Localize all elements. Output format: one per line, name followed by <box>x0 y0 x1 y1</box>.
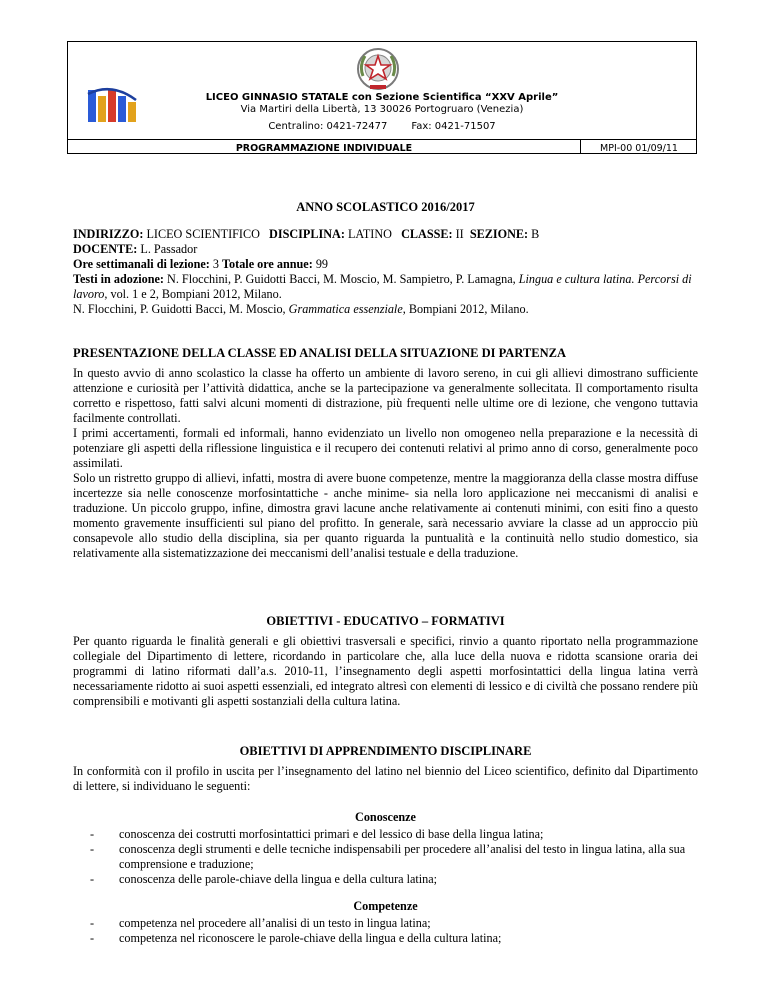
list-item: - conoscenza delle parole-chiave della lingua e della cultura latina; <box>73 872 698 887</box>
school-address: Via Martiri della Libertà, 13 30026 Portogruaro (Venezia) <box>240 104 524 115</box>
obiettivi-educativi-heading: OBIETTIVI - EDUCATIVO – FORMATIVI <box>266 614 505 628</box>
list-item: - conoscenza degli strumenti e delle tecniche indispensabili per procedere all’analisi del testo in lingua latina, alla sua comprensione e traduzione; <box>73 842 698 872</box>
testi-1-details: , vol. 1 e 2, Bompiani 2012, Milano. <box>104 287 282 301</box>
header-divider <box>68 139 696 140</box>
document-code: MPI-00 01/09/11 <box>600 143 678 154</box>
docente-label: DOCENTE: <box>73 242 138 256</box>
testi-2-authors: N. Flocchini, P. Guidotti Bacci, M. Moscio, <box>73 302 289 316</box>
course-info <box>73 227 698 317</box>
docente-value: L. Passador <box>137 242 198 256</box>
phone-number: Centralino: 0421-72477 <box>268 121 388 132</box>
list-item: - competenza nel procedere all’analisi di un testo in lingua latina; <box>73 916 698 931</box>
obiettivi-educativi-paragraph: Per quanto riguarda le finalità generali e gli obiettivi trasversali e specifici, rinvio a quanto riportato nella programmazione collegiale del Dipartimento di lettere, ricordando in particolare che, alla luce della nuova e ridotta scansione oraria dei programmi di latino riformati dall’a.s. 2010-11, l’insegnamento degli aspetti morfosintattici della lingua latina verrà necessariamente ridotto ai suoi aspetti essenziali, ed integrato altresì con elementi di lessico e di civiltà che possano rendere più comprensibili e motivanti gli aspetti sostanziali della cultura latina. <box>73 634 698 708</box>
obiettivi-apprendimento-intro: In conformità con il profilo in uscita per l’insegnamento del latino nel biennio del Liceo scientifico, definito dal Dipartimento di lettere, si individuano le seguenti: <box>73 764 698 793</box>
classe-value: II <box>452 227 470 241</box>
testi-2-details: , Bompiani 2012, Milano. <box>402 302 529 316</box>
contact-line <box>68 121 696 132</box>
list-item: - competenza nel riconoscere le parole-chiave della lingua e della cultura latina; <box>73 931 698 946</box>
testi-line-1 <box>73 272 698 302</box>
testi-label: Testi in adozione: <box>73 272 164 286</box>
presentazione-paragraph-3: Solo un ristretto gruppo di allievi, infatti, mostra di avere buone competenze, mentre la maggioranza della classe mostra diffuse incertezze sia nelle conoscenze morfosintattiche - anche minime- sia nella loro applicazione nei meccanismi di analisi e traduzione. Un piccolo gruppo, infine, dimostra gravi lacune anche relativamente ai contenuti minimi, con esiti fino a questo momento gravemente insufficienti sul piano del profitto. In generale, sarà necessario avviare la classe ad un approccio più consapevole allo studio della disciplina, sia per quanto riguarda la puntualità e la continuità nello studio domestico, sia relativamente alla sistematizzazione dei meccanismi dell’analisi testuale e della traduzione. <box>73 471 698 560</box>
course-line <box>73 227 698 242</box>
list-item: - conoscenza dei costrutti morfosintattici primari e del lessico di base della lingua latina; <box>73 827 698 842</box>
competenze-list <box>73 916 698 946</box>
indirizzo-value: LICEO SCIENTIFICO <box>143 227 270 241</box>
school-name: LICEO GINNASIO STATALE con Sezione Scientifica “XXV Aprile” <box>205 92 559 103</box>
disciplina-label: DISCIPLINA: <box>269 227 345 241</box>
italian-republic-emblem-icon <box>355 46 401 92</box>
school-year-title: ANNO SCOLASTICO 2016/2017 <box>296 200 475 214</box>
indirizzo-label: INDIRIZZO: <box>73 227 144 241</box>
testi-line-2 <box>73 302 698 317</box>
conoscenze-title: Conoscenze <box>355 810 416 824</box>
ore-annue-value: 99 <box>312 257 329 271</box>
document-type: PROGRAMMAZIONE INDIVIDUALE <box>235 143 413 154</box>
ore-line <box>73 257 698 272</box>
competenze-title: Competenze <box>353 899 418 913</box>
testi-1-authors: N. Flocchini, P. Guidotti Bacci, M. Moscio, M. Sampietro, P. Lamagna, <box>163 272 519 286</box>
docente-line <box>73 242 698 257</box>
conoscenze-list <box>73 827 698 887</box>
ore-settimanali-label: Ore settimanali di lezione: <box>73 257 210 271</box>
presentazione-paragraph-1: In questo avvio di anno scolastico la classe ha offerto un ambiente di lavoro sereno, in cui gli allievi dimostrano sufficiente attenzione e curiosità per l’attività didattica, anche se la partecipazione va generalmente sollecitata. Il comportamento risulta corretto e rispettoso, fatti salvi alcuni momenti di distrazione, più frequenti nelle ultime ore di lezione, che vengono tuttavia facilmente controllati. <box>73 366 698 425</box>
ore-settimanali-value: 3 <box>209 257 223 271</box>
obiettivi-apprendimento-section <box>73 744 698 946</box>
testi-2-title: Grammatica essenziale <box>288 302 403 316</box>
ore-annue-label: Totale ore annue: <box>222 257 313 271</box>
obiettivi-educativi-section <box>73 614 698 709</box>
presentazione-section <box>73 346 698 561</box>
testi-1-title: Lingua e cultura latina. Percorsi di lavoro <box>73 272 692 301</box>
sezione-label: SEZIONE: <box>469 227 529 241</box>
obiettivi-apprendimento-heading: OBIETTIVI DI APPRENDIMENTO DISCIPLINARE <box>239 744 532 758</box>
letterhead <box>67 41 697 154</box>
presentazione-heading: PRESENTAZIONE DELLA CLASSE ED ANALISI DELLA SITUAZIONE DI PARTENZA <box>73 346 566 360</box>
presentazione-paragraph-2: I primi accertamenti, formali ed informali, hanno evidenziato un livello non omogeneo nella preparazione e la necessità di potenziare gli aspetti della riflessione linguistica e il recupero dei contenuti relativi al primo anno di corso, generalmente poco assimilati. <box>73 426 698 470</box>
sezione-value: B <box>528 227 540 241</box>
disciplina-value: LATINO <box>344 227 402 241</box>
fax-number: Fax: 0421-71507 <box>411 121 496 132</box>
classe-label: CLASSE: <box>401 227 453 241</box>
